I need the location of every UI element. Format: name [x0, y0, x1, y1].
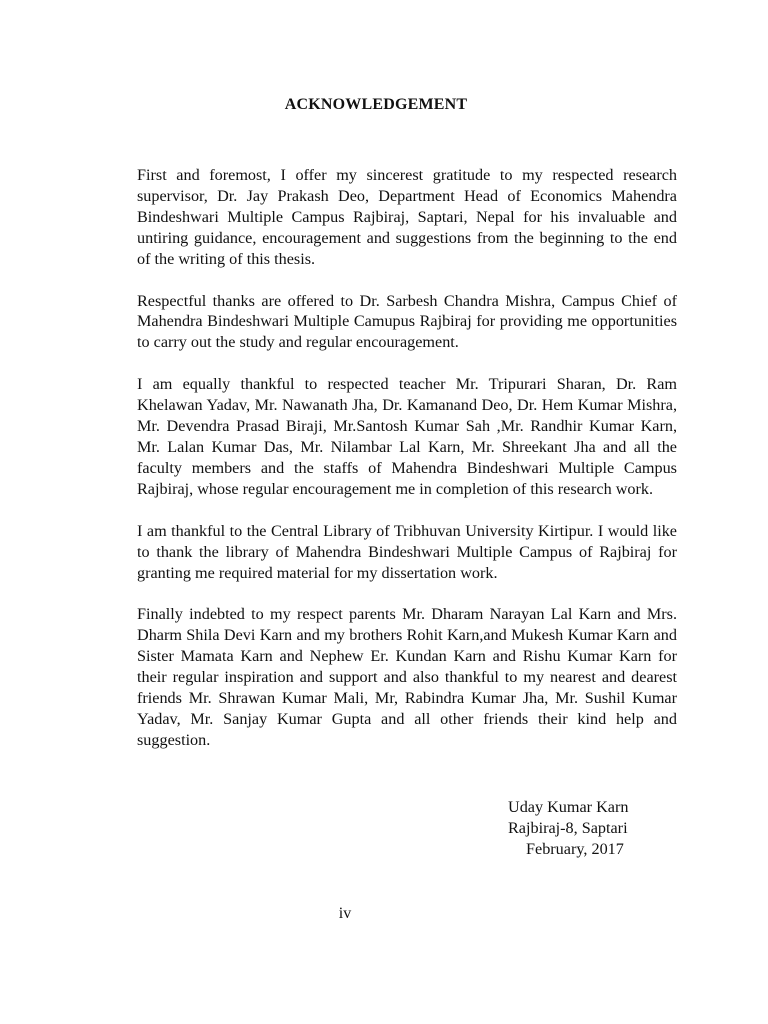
paragraph-campus-chief: Respectful thanks are offered to Dr. Sarbesh Chandra Mishra, Campus Chief of Mahendra Bindeshwari Multiple Camupus Rajbiraj for providing me opportunities to carry out the study and regular encouragement.: [137, 291, 677, 352]
page-number: iv: [338, 905, 352, 922]
paragraph-family-friends: Finally indebted to my respect parents Mr. Dharam Narayan Lal Karn and Mrs. Dharm Shila Devi Karn and my brothers Rohit Karn,and Mukesh Kumar Karn and Sister Mamata Karn and Nephew Er. Kundan Karn and Rishu Kumar Karn for their regular inspiration and support and also thankful to my nearest and dearest friends Mr. Shrawan Kumar Mali, Mr, Rabindra Kumar Jha, Mr. Sushil Kumar Yadav, Mr. Sanjay Kumar Gupta and all other friends their kind help and suggestion.: [137, 605, 677, 749]
signature-block: [508, 797, 628, 860]
acknowledgement-body: [137, 165, 677, 772]
author-address: Rajbiraj-8, Saptari: [508, 819, 628, 837]
paragraph-library: I am thankful to the Central Library of Tribhuvan University Kirtipur. I would like to thank the library of Mahendra Bindeshwari Multiple Campus of Rajbiraj for granting me required material for my dissertation work.: [137, 521, 677, 582]
signature-date: February, 2017: [526, 840, 624, 858]
page-title: ACKNOWLEDGEMENT: [284, 96, 468, 113]
paragraph-teachers: I am equally thankful to respected teacher Mr. Tripurari Sharan, Dr. Ram Khelawan Yadav, Mr. Nawanath Jha, Dr. Kamanand Deo, Dr. Hem Kumar Mishra, Mr. Devendra Prasad Biraji, Mr.Santosh Kumar Sah ,Mr. Randhir Kumar Karn, Mr. Lalan Kumar Das, Mr. Nilambar Lal Karn, Mr. Shreekant Jha and all the faculty members and the staffs of Mahendra Bindeshwari Multiple Campus Rajbiraj, whose regular encouragement me in completion of this research work.: [137, 375, 677, 498]
author-name: Uday Kumar Karn: [508, 798, 629, 816]
paragraph-supervisor: First and foremost, I offer my sincerest gratitude to my respected research supervisor, Dr. Jay Prakash Deo, Department Head of Economics Mahendra Bindeshwari Multiple Campus Rajbiraj, Saptari, Nepal for his invaluable and untiring guidance, encouragement and suggestions from the beginning to the end of the writing of this thesis.: [137, 166, 677, 268]
